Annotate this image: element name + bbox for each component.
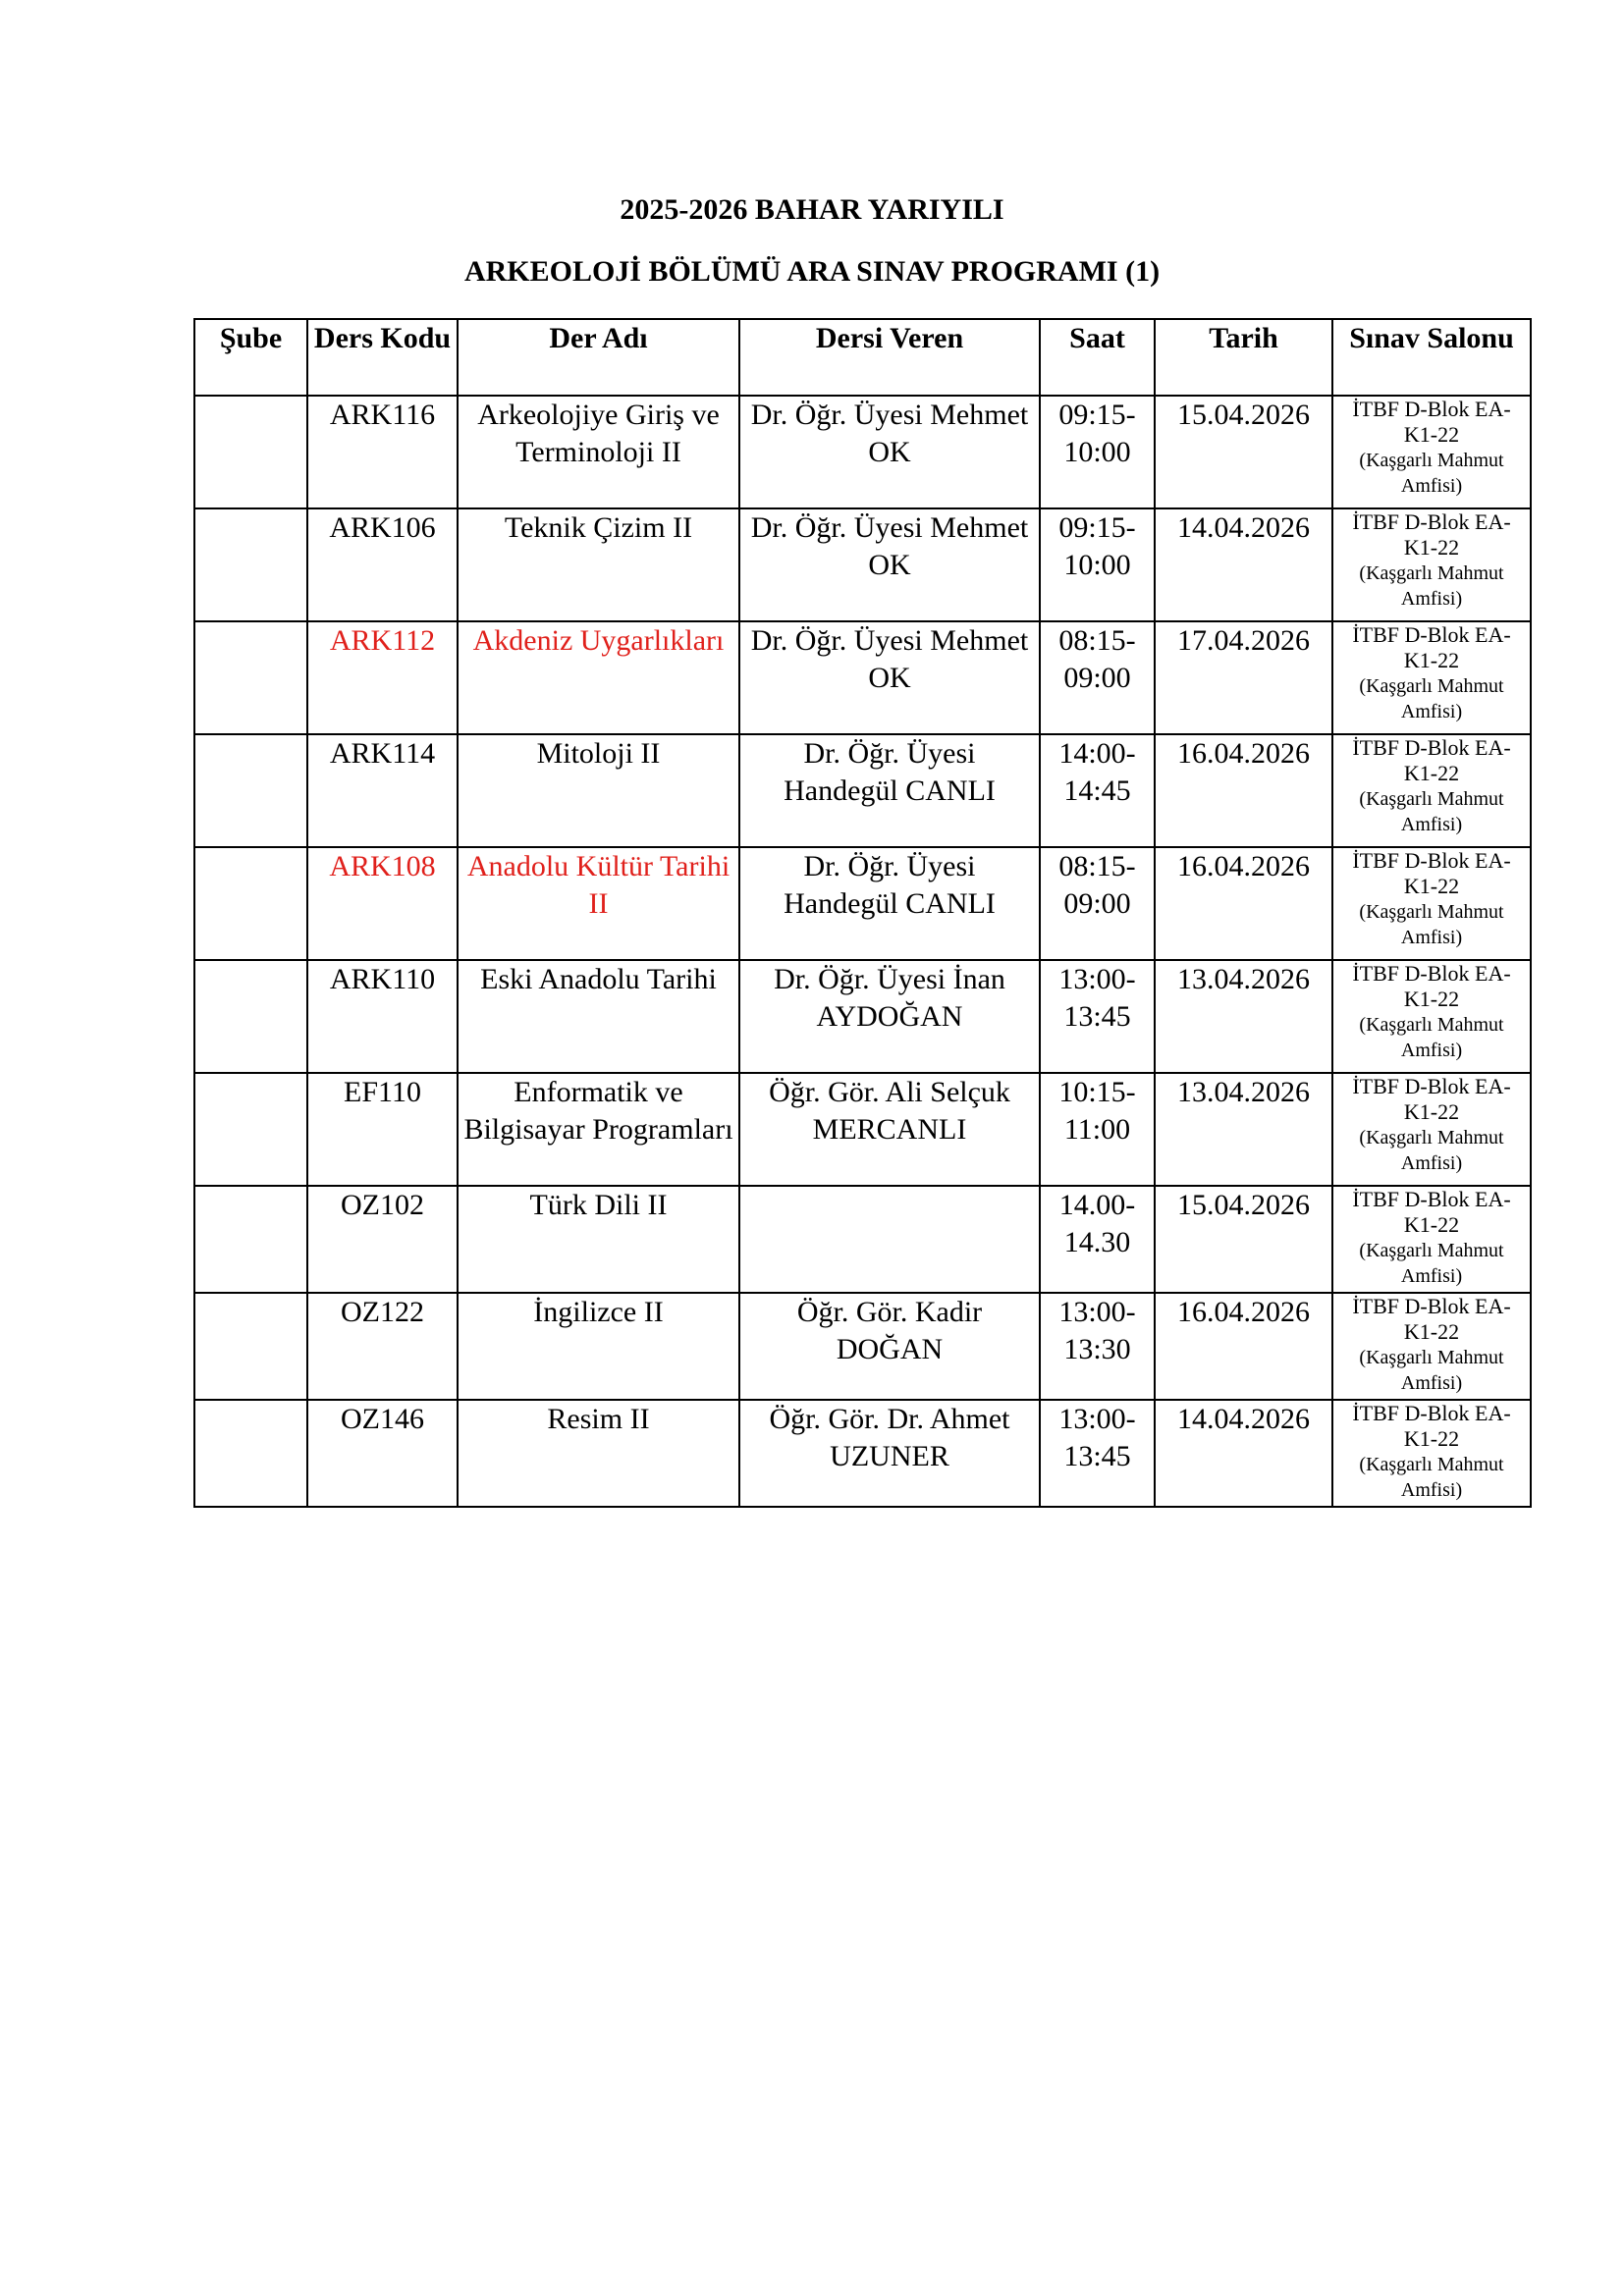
cell-sinav-salonu [1332, 1186, 1531, 1293]
cell-der-adi: Teknik Çizim II [458, 508, 739, 621]
table-row [194, 1073, 1531, 1186]
cell-sinav-salonu [1332, 621, 1531, 734]
cell-der-adi: Türk Dili II [458, 1186, 739, 1293]
room-hall-name: (Kaşgarlı Mahmut Amfisi) [1359, 788, 1504, 835]
cell-dersi-veren: Dr. Öğr. Üyesi İnan AYDOĞAN [739, 960, 1040, 1073]
cell-saat: 08:15-09:00 [1040, 847, 1155, 960]
cell-saat: 13:00-13:45 [1040, 1400, 1155, 1507]
cell-sinav-salonu [1332, 734, 1531, 847]
cell-dersi-veren: Dr. Öğr. Üyesi Handegül CANLI [739, 734, 1040, 847]
cell-tarih: 13.04.2026 [1155, 960, 1332, 1073]
cell-sube [194, 960, 307, 1073]
table-row [194, 1400, 1531, 1507]
cell-saat: 13:00-13:45 [1040, 960, 1155, 1073]
cell-saat: 08:15-09:00 [1040, 621, 1155, 734]
cell-saat: 10:15-11:00 [1040, 1073, 1155, 1186]
room-hall-name: (Kaşgarlı Mahmut Amfisi) [1359, 1014, 1504, 1061]
cell-ders-kodu: ARK116 [307, 396, 458, 508]
room-hall-name: (Kaşgarlı Mahmut Amfisi) [1359, 450, 1504, 497]
cell-ders-kodu: ARK112 [307, 621, 458, 734]
cell-ders-kodu: ARK106 [307, 508, 458, 621]
cell-ders-kodu: ARK108 [307, 847, 458, 960]
cell-dersi-veren: Öğr. Gör. Kadir DOĞAN [739, 1293, 1040, 1400]
room-building: İTBF D-Blok EA-K1-22 [1352, 397, 1511, 447]
table-row [194, 960, 1531, 1073]
cell-sinav-salonu [1332, 1293, 1531, 1400]
header-tarih: Tarih [1155, 319, 1332, 396]
header-row [194, 319, 1531, 396]
cell-dersi-veren: Dr. Öğr. Üyesi Mehmet OK [739, 621, 1040, 734]
cell-dersi-veren [739, 1186, 1040, 1293]
cell-sinav-salonu [1332, 960, 1531, 1073]
room-building: İTBF D-Blok EA-K1-22 [1352, 509, 1511, 560]
cell-dersi-veren: Dr. Öğr. Üyesi Mehmet OK [739, 508, 1040, 621]
room-building: İTBF D-Blok EA-K1-22 [1352, 961, 1511, 1011]
table-row [194, 1293, 1531, 1400]
cell-der-adi: Mitoloji II [458, 734, 739, 847]
room-building: İTBF D-Blok EA-K1-22 [1352, 1187, 1511, 1237]
header-sinav-salonu: Sınav Salonu [1332, 319, 1531, 396]
room-building: İTBF D-Blok EA-K1-22 [1352, 1294, 1511, 1344]
cell-tarih: 16.04.2026 [1155, 1293, 1332, 1400]
table-row [194, 508, 1531, 621]
cell-sube [194, 1073, 307, 1186]
cell-der-adi: Anadolu Kültür Tarihi II [458, 847, 739, 960]
cell-ders-kodu: ARK110 [307, 960, 458, 1073]
cell-saat: 09:15-10:00 [1040, 508, 1155, 621]
table-row [194, 621, 1531, 734]
cell-sube [194, 508, 307, 621]
room-hall-name: (Kaşgarlı Mahmut Amfisi) [1359, 675, 1504, 722]
cell-sinav-salonu [1332, 508, 1531, 621]
cell-tarih: 17.04.2026 [1155, 621, 1332, 734]
exam-schedule-table [193, 318, 1532, 1508]
room-hall-name: (Kaşgarlı Mahmut Amfisi) [1359, 1347, 1504, 1394]
cell-tarih: 16.04.2026 [1155, 734, 1332, 847]
header-sube: Şube [194, 319, 307, 396]
cell-tarih: 15.04.2026 [1155, 396, 1332, 508]
cell-der-adi: Arkeolojiye Giriş ve Terminoloji II [458, 396, 739, 508]
cell-saat: 09:15-10:00 [1040, 396, 1155, 508]
cell-tarih: 14.04.2026 [1155, 508, 1332, 621]
cell-tarih: 15.04.2026 [1155, 1186, 1332, 1293]
cell-tarih: 13.04.2026 [1155, 1073, 1332, 1186]
cell-sinav-salonu [1332, 847, 1531, 960]
cell-sinav-salonu [1332, 396, 1531, 508]
table-row [194, 847, 1531, 960]
room-hall-name: (Kaşgarlı Mahmut Amfisi) [1359, 901, 1504, 948]
room-hall-name: (Kaşgarlı Mahmut Amfisi) [1359, 1240, 1504, 1287]
cell-ders-kodu: OZ122 [307, 1293, 458, 1400]
cell-sube [194, 1186, 307, 1293]
cell-ders-kodu: ARK114 [307, 734, 458, 847]
cell-sube [194, 1293, 307, 1400]
cell-sube [194, 734, 307, 847]
cell-dersi-veren: Dr. Öğr. Üyesi Handegül CANLI [739, 847, 1040, 960]
cell-sinav-salonu [1332, 1400, 1531, 1507]
cell-sinav-salonu [1332, 1073, 1531, 1186]
cell-ders-kodu: EF110 [307, 1073, 458, 1186]
cell-saat: 14.00-14.30 [1040, 1186, 1155, 1293]
table-row [194, 734, 1531, 847]
table-row [194, 396, 1531, 508]
room-hall-name: (Kaşgarlı Mahmut Amfisi) [1359, 1454, 1504, 1501]
cell-dersi-veren: Dr. Öğr. Üyesi Mehmet OK [739, 396, 1040, 508]
cell-der-adi: Resim II [458, 1400, 739, 1507]
cell-dersi-veren: Öğr. Gör. Dr. Ahmet UZUNER [739, 1400, 1040, 1507]
cell-ders-kodu: OZ146 [307, 1400, 458, 1507]
cell-ders-kodu: OZ102 [307, 1186, 458, 1293]
room-hall-name: (Kaşgarlı Mahmut Amfisi) [1359, 562, 1504, 610]
header-der-adi: Der Adı [458, 319, 739, 396]
room-building: İTBF D-Blok EA-K1-22 [1352, 848, 1511, 898]
cell-sube [194, 1400, 307, 1507]
room-building: İTBF D-Blok EA-K1-22 [1352, 622, 1511, 672]
cell-saat: 14:00-14:45 [1040, 734, 1155, 847]
document-subtitle: ARKEOLOJİ BÖLÜMÜ ARA SINAV PROGRAMI (1) [463, 255, 1161, 288]
room-building: İTBF D-Blok EA-K1-22 [1352, 1401, 1511, 1451]
cell-sube [194, 396, 307, 508]
cell-der-adi: İngilizce II [458, 1293, 739, 1400]
cell-der-adi: Enformatik ve Bilgisayar Programları [458, 1073, 739, 1186]
room-building: İTBF D-Blok EA-K1-22 [1352, 1074, 1511, 1124]
cell-tarih: 16.04.2026 [1155, 847, 1332, 960]
room-hall-name: (Kaşgarlı Mahmut Amfisi) [1359, 1127, 1504, 1174]
header-saat: Saat [1040, 319, 1155, 396]
cell-tarih: 14.04.2026 [1155, 1400, 1332, 1507]
cell-saat: 13:00-13:30 [1040, 1293, 1155, 1400]
cell-der-adi: Akdeniz Uygarlıkları [458, 621, 739, 734]
document-title: 2025-2026 BAHAR YARIYILI [620, 193, 1004, 226]
table-row [194, 1186, 1531, 1293]
cell-sube [194, 621, 307, 734]
room-building: İTBF D-Blok EA-K1-22 [1352, 735, 1511, 785]
cell-sube [194, 847, 307, 960]
header-dersi-veren: Dersi Veren [739, 319, 1040, 396]
cell-der-adi: Eski Anadolu Tarihi [458, 960, 739, 1073]
header-ders-kodu: Ders Kodu [307, 319, 458, 396]
cell-dersi-veren: Öğr. Gör. Ali Selçuk MERCANLI [739, 1073, 1040, 1186]
